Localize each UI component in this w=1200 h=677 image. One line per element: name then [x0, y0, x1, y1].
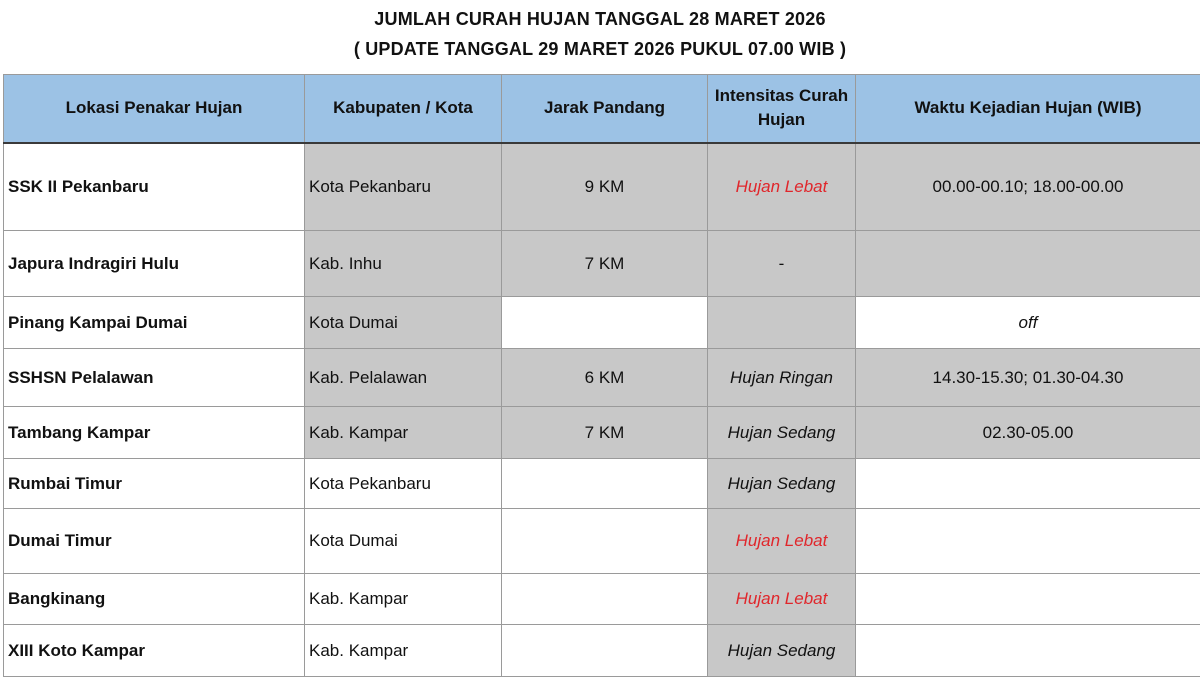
rainfall-table — [3, 74, 1200, 677]
cell-waktu: 14.30-15.30; 01.30-04.30 — [856, 349, 1200, 407]
table-row — [4, 574, 1200, 625]
cell-waktu — [856, 509, 1200, 574]
header-waktu: Waktu Kejadian Hujan (WIB) — [856, 75, 1200, 143]
table-row — [4, 143, 1200, 231]
cell-jarak: 7 KM — [502, 231, 708, 297]
cell-kabupaten: Kota Pekanbaru — [305, 143, 502, 231]
cell-waktu: off — [856, 297, 1200, 349]
cell-intensitas: Hujan Sedang — [708, 407, 856, 459]
cell-lokasi: Pinang Kampai Dumai — [4, 297, 305, 349]
table-row — [4, 509, 1200, 574]
cell-lokasi: Japura Indragiri Hulu — [4, 231, 305, 297]
cell-jarak — [502, 625, 708, 677]
cell-waktu — [856, 231, 1200, 297]
cell-intensitas: Hujan Lebat — [708, 509, 856, 574]
cell-kabupaten: Kab. Kampar — [305, 625, 502, 677]
cell-waktu: 00.00-00.10; 18.00-00.00 — [856, 143, 1200, 231]
cell-intensitas: Hujan Sedang — [708, 459, 856, 509]
cell-kabupaten: Kab. Pelalawan — [305, 349, 502, 407]
cell-jarak: 6 KM — [502, 349, 708, 407]
cell-intensitas: Hujan Lebat — [708, 574, 856, 625]
cell-kabupaten: Kota Dumai — [305, 297, 502, 349]
cell-lokasi: Bangkinang — [4, 574, 305, 625]
cell-waktu — [856, 574, 1200, 625]
header-lokasi: Lokasi Penakar Hujan — [4, 75, 305, 143]
header-intensitas: Intensitas Curah Hujan — [708, 75, 856, 143]
table-row — [4, 349, 1200, 407]
table-row — [4, 297, 1200, 349]
cell-lokasi: SSK II Pekanbaru — [4, 143, 305, 231]
cell-jarak — [502, 509, 708, 574]
cell-intensitas: - — [708, 231, 856, 297]
cell-intensitas: Hujan Ringan — [708, 349, 856, 407]
cell-lokasi: XIII Koto Kampar — [4, 625, 305, 677]
cell-lokasi: Rumbai Timur — [4, 459, 305, 509]
title-line-1: JUMLAH CURAH HUJAN TANGGAL 28 MARET 2026 — [0, 0, 1200, 34]
cell-jarak: 7 KM — [502, 407, 708, 459]
cell-lokasi: Tambang Kampar — [4, 407, 305, 459]
cell-intensitas: Hujan Sedang — [708, 625, 856, 677]
cell-waktu — [856, 459, 1200, 509]
cell-jarak — [502, 574, 708, 625]
cell-jarak — [502, 297, 708, 349]
cell-jarak: 9 KM — [502, 143, 708, 231]
cell-jarak — [502, 459, 708, 509]
cell-kabupaten: Kab. Kampar — [305, 574, 502, 625]
title-line-2: ( UPDATE TANGGAL 29 MARET 2026 PUKUL 07.00 WIB ) — [0, 34, 1200, 64]
table-row — [4, 231, 1200, 297]
cell-waktu — [856, 625, 1200, 677]
header-kabupaten: Kabupaten / Kota — [305, 75, 502, 143]
cell-intensitas — [708, 297, 856, 349]
cell-kabupaten: Kota Pekanbaru — [305, 459, 502, 509]
cell-kabupaten: Kab. Inhu — [305, 231, 502, 297]
cell-lokasi: Dumai Timur — [4, 509, 305, 574]
table-row — [4, 407, 1200, 459]
table-row — [4, 459, 1200, 509]
cell-kabupaten: Kota Dumai — [305, 509, 502, 574]
cell-kabupaten: Kab. Kampar — [305, 407, 502, 459]
report-title — [0, 0, 1200, 74]
table-row — [4, 625, 1200, 677]
cell-intensitas: Hujan Lebat — [708, 143, 856, 231]
table-header-row — [4, 75, 1200, 143]
cell-lokasi: SSHSN Pelalawan — [4, 349, 305, 407]
cell-waktu: 02.30-05.00 — [856, 407, 1200, 459]
header-jarak: Jarak Pandang — [502, 75, 708, 143]
